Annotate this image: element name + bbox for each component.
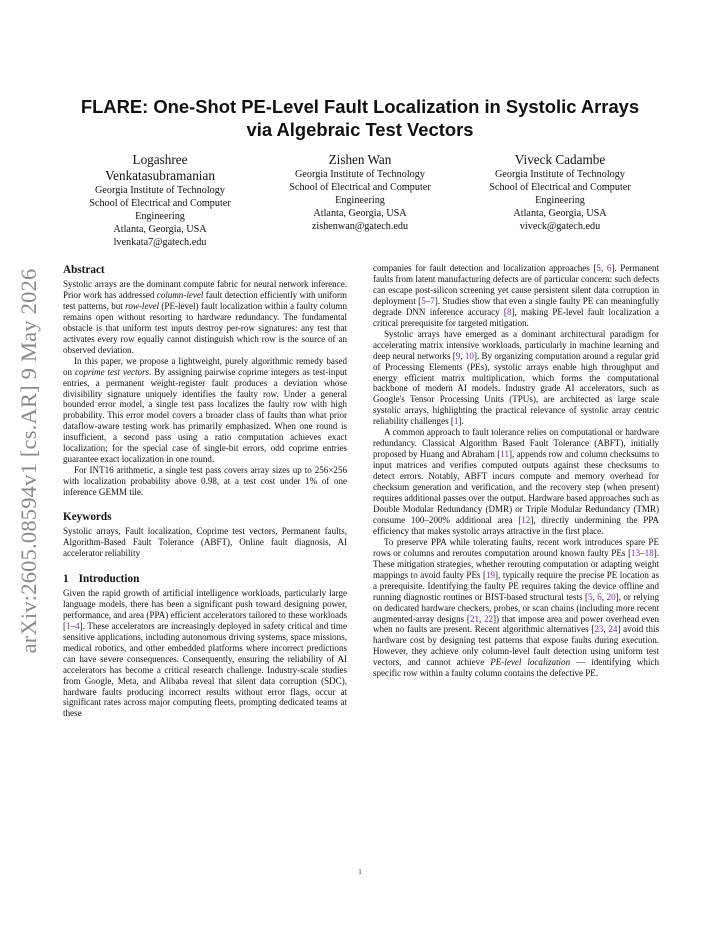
author-name: Logashree — [132, 152, 188, 167]
author-location: Atlanta, Georgia, USA — [113, 224, 207, 235]
citation-link[interactable]: 4 — [75, 620, 80, 631]
author-3 — [460, 152, 660, 233]
intro-paragraph-1: Given the rapid growth of artificial intelligence workloads, particularly large language models, there has been a significant push toward designing power, performance, and area (PPA) efficient accelerators tailored to these workloads [1–4]. These accelerators are increasingly deployed in safety critical and time sensitive applications, including autonomous driving systems, space missions, medical robotics, and other embedded platforms where incorrect predictions can have severe consequences. Consequently, ensuring the reliability of AI accelerators has become a critical research challenge. Industry-scale studies from Google, Meta, and Alibaba reveal that silent data corruption (SDC), hardware faults producing incorrect results without error flags, occur at significant rates across major computing fleets, prompting dedicated teams at these — [63, 587, 347, 719]
citation-link[interactable]: 12 — [521, 514, 531, 525]
author-school-cont: Engineering — [335, 195, 385, 206]
title-line-2: via Algebraic Test Vectors — [246, 119, 474, 140]
intro-heading — [63, 572, 347, 586]
citation-link[interactable]: 22 — [484, 613, 494, 624]
citation-link[interactable]: 6 — [597, 591, 602, 602]
author-1 — [60, 152, 260, 249]
section-number: 1 — [63, 572, 69, 585]
citation-link[interactable]: 21 — [469, 613, 479, 624]
citation-link[interactable]: 1 — [453, 416, 459, 427]
citation-link[interactable]: 24 — [608, 624, 618, 635]
author-affiliation: Georgia Institute of Technology — [495, 169, 625, 180]
citation-link[interactable]: 5 — [588, 591, 593, 602]
intro-paragraph-3: A common approach to fault tolerance relies on computational or hardware redundancy. Classical Algorithm Based Fault Tolerance (ABFT), initially proposed by Huang and Abraham [11], appends row and column checksums to input matrices and verifies computed outputs against these checksums to detect errors. Notably, ABFT incurs compute and memory overhead for checksum generation and verification, and the recovery step (when present) requires additional passes over the output. Hardware based approaches such as Double Modular Redundancy (DMR) or Triple Modular Redundancy (TMR) consume 100–200% additional area [12], directly undermining the PPA efficiency that makes systolic arrays attractive in the first place. — [373, 427, 659, 536]
citation-link[interactable]: 20 — [606, 591, 616, 602]
citation-link[interactable]: 9 — [455, 350, 461, 361]
citation-link[interactable]: 5 — [596, 263, 601, 273]
author-name: Zishen Wan — [328, 152, 392, 167]
author-school: School of Electrical and Computer — [489, 182, 631, 193]
citation-link[interactable]: 8 — [506, 306, 512, 317]
citation-link[interactable]: 13 — [631, 547, 641, 558]
abstract-paragraph-2: In this paper, we propose a lightweight, purely algorithmic remedy based on coprime test vectors. By assigning pairwise coprime integers as test-input entries, a permanent weight-register fault produces a deviation whose divisibility signature uniquely identifies the faulty row. Under a general bounded error model, a single test pass localizes the faulty row with high probability. This error model covers a broader class of faults than what prior dataflow-aware testing work has primarily emphasized. When one round is insufficient, a second pass using a ratio computation achieves exact localization; for the special case of single-bit errors, odd coprime entries guarantee exact localization in one round. — [63, 355, 347, 465]
author-email: zishenwan@gatech.edu — [311, 221, 409, 232]
keywords-text: Systolic arrays, Fault localization, Coprime test vectors, Permanent faults, Algorithm-Based Fault Tolerance (ABFT), Online fault diagnosis, AI accelerator reliability — [63, 526, 347, 558]
abstract-heading: Abstract — [63, 264, 105, 276]
author-email: lvenkata7@gatech.edu — [113, 237, 207, 248]
author-location: Atlanta, Georgia, USA — [313, 208, 407, 219]
abstract-paragraph-3: For INT16 arithmetic, a single test pass covers array sizes up to 256×256 with localization probability above 0.98, at a test cost under 1% of one inference GEMM tile. — [63, 465, 347, 498]
citation-link[interactable]: 6 — [606, 263, 612, 273]
intro-paragraph-1-cont: companies for fault detection and localization approaches [5, 6]. Permanent faults from latent manufacturing defects are of particular concern: such defects can escape post-silicon screening yet cause persistent silent data corruption in deployment [5–7]. Studies show that even a single faulty PE can meaningfully degrade DNN inference accuracy [8], making PE-level fault localization a critical prerequisite for targeted mitigation. — [373, 263, 659, 328]
left-column — [63, 263, 347, 719]
author-2 — [260, 152, 460, 233]
abstract-paragraph-1: Systolic arrays are the dominant compute fabric for neural network inference. Prior work has addressed column-level fault detection efficiently with uniform test patterns, but row-level (PE-level) fault localization within a faulty column remains open without resorting to hardware redundancy. The fundamental obstacle is that uniform test inputs destroy per-row signatures: any test that activates every row equally cannot distinguish which row is the source of an observed deviation. — [63, 279, 347, 355]
citation-link[interactable]: 1 — [66, 620, 71, 631]
right-column — [373, 263, 659, 679]
page-number: 1 — [358, 867, 362, 876]
author-name-cont: Venkatasubramanian — [105, 168, 215, 183]
author-location: Atlanta, Georgia, USA — [513, 208, 607, 219]
author-affiliation: Georgia Institute of Technology — [295, 169, 425, 180]
paper-title — [60, 95, 660, 141]
author-school: School of Electrical and Computer — [89, 198, 231, 209]
citation-link[interactable]: 7 — [430, 295, 435, 306]
section-title: Introduction — [78, 572, 140, 585]
arxiv-stamp — [4, 246, 54, 676]
citation-link[interactable]: 23 — [594, 624, 604, 635]
author-name: Viveck Cadambe — [514, 152, 606, 167]
citation-link[interactable]: 18 — [644, 547, 654, 558]
intro-paragraph-2: Systolic arrays have emerged as a dominant architectural paradigm for accelerating matrix intensive workloads, particularly in machine learning and deep neural networks [9, 10]. By organizing computation around a regular grid of Processing Elements (PEs), systolic arrays enable high throughput and energy efficient matrix multiplication, which forms the computational backbone of modern AI models. Industry grade AI accelerators, such as Google's Tensor Processing Units (TPUs), are architected as large scale systolic arrays, highlighting the practical relevance of systolic array centric reliability challenges [1]. — [373, 328, 659, 427]
citation-link[interactable]: 11 — [500, 449, 510, 460]
intro-paragraph-4: To preserve PPA while tolerating faults, recent work introduces spare PE rows or columns and reroutes computation around known faulty PEs [13–18]. These mitigation strategies, whether rerouting computation or adapting weight mappings to avoid faulty PEs [19], typically require the precise PE location as a prerequisite. Identifying the faulty PE requires taking the device offline and running diagnostic routines or BIST-based structural tests [5, 6, 20], or relying on dedicated hardware checkers, probes, or scan chains (including more recent augmented-array designs [21, 22]) that impose area and power overhead even when no faults are present. Recent algorithmic alternatives [23, 24] avoid this hardware cost by designing test patterns that expose faults during execution. However, they achieve only column-level fault detection using uniform test vectors, and cannot achieve PE-level localization — identifying which specific row within a faulty column contains the defective PE. — [373, 536, 659, 679]
keywords-heading: Keywords — [63, 511, 112, 524]
author-school-cont: Engineering — [535, 195, 585, 206]
author-school: School of Electrical and Computer — [289, 182, 431, 193]
title-line-1: FLARE: One-Shot PE-Level Fault Localization in Systolic Arrays — [80, 96, 640, 117]
citation-link[interactable]: 5 — [421, 295, 426, 306]
author-school-cont: Engineering — [135, 211, 185, 222]
citation-link[interactable]: 10 — [464, 350, 474, 361]
author-affiliation: Georgia Institute of Technology — [95, 185, 225, 196]
citation-link[interactable]: 19 — [486, 569, 496, 580]
author-email: viveck@gatech.edu — [519, 221, 601, 232]
arxiv-id: arXiv:2605.08594v1 [cs.AR] 9 May 2026 — [16, 268, 41, 654]
